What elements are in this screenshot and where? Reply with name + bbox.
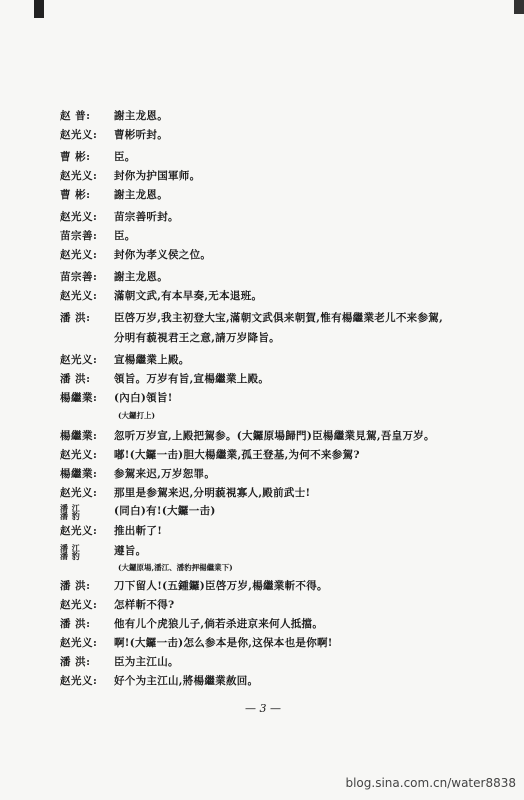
dialogue-text xyxy=(114,674,480,688)
speaker-name: 赵光义: xyxy=(60,129,98,141)
dialogue-line xyxy=(60,169,480,183)
watermark: blog.sina.com.cn/water8838 xyxy=(345,776,516,790)
dialogue-text xyxy=(114,270,480,284)
speaker-name: 赵光义: xyxy=(60,675,98,687)
speaker-name: 赵光义: xyxy=(60,211,98,223)
dialogue-text: 他有儿个虎狼儿子,倘若杀进京来何人抵擋。 xyxy=(114,618,324,630)
speaker-name xyxy=(60,544,114,560)
dialogue-line xyxy=(60,391,480,405)
dialogue-line xyxy=(60,128,480,142)
dialogue-text: 謝主龙恩。 xyxy=(114,271,168,283)
dialogue-text: 封你为孝义侯之位。 xyxy=(114,249,212,261)
speaker-name: 潘 江 xyxy=(60,503,81,513)
speaker-name: 潘 洪: xyxy=(60,656,91,668)
dialogue-text: 領旨。万岁有旨,宣楊繼業上殿。 xyxy=(114,373,270,385)
speaker-name xyxy=(60,504,114,520)
dialogue-text xyxy=(114,429,480,443)
dialogue-text: 滿朝文武,有本早奏,无本退班。 xyxy=(114,290,263,302)
speaker-name: 赵光义: xyxy=(60,354,98,366)
dialogue-line xyxy=(60,467,480,481)
page-number: — 3 — xyxy=(245,702,281,715)
speaker-name: 潘 洪: xyxy=(60,580,91,592)
dialogue-line xyxy=(60,544,480,560)
dialogue-text: 好个为主江山,將楊繼業赦回。 xyxy=(114,675,259,687)
dialogue-text xyxy=(114,544,480,558)
dialogue-text xyxy=(114,372,480,386)
dialogue-text: 参駕来迟,万岁恕罪。 xyxy=(114,468,216,480)
dialogue-text: 謝主龙恩。 xyxy=(114,189,168,201)
dialogue-line xyxy=(60,109,480,123)
dialogue-line xyxy=(60,617,480,631)
speaker-name: 潘 江 xyxy=(60,543,81,553)
dialogue-text xyxy=(114,150,480,164)
speaker-name: 赵光义: xyxy=(60,170,98,182)
speaker-name: 潘 豹 xyxy=(60,551,81,561)
dialogue-line xyxy=(60,598,480,612)
dialogue-text: 推出斬了! xyxy=(114,525,163,537)
dialogue-line xyxy=(60,674,480,688)
dialogue-line xyxy=(60,504,480,520)
dialogue-text xyxy=(114,504,480,518)
dialogue-text xyxy=(114,169,480,183)
dialogue-text xyxy=(114,448,480,462)
dialogue-text: (內白)領旨! xyxy=(114,392,173,404)
dialogue-text xyxy=(114,128,480,142)
speaker-name: 楊繼業: xyxy=(60,392,98,404)
script-body xyxy=(60,103,480,688)
dialogue-text xyxy=(114,598,480,612)
dialogue-text xyxy=(114,353,480,367)
dialogue-line xyxy=(60,636,480,650)
speaker-name: 赵光义: xyxy=(60,249,98,261)
dialogue-text xyxy=(114,248,480,262)
dialogue-line xyxy=(60,270,480,284)
dialogue-line xyxy=(60,248,480,262)
dialogue-text: (同白)有!(大鑼一击) xyxy=(114,505,216,517)
dialogue-text: 分明有藐視君王之意,請万岁降旨。 xyxy=(114,332,280,344)
scan-mark xyxy=(34,0,44,18)
dialogue-line xyxy=(60,150,480,164)
speaker-name: 赵光义: xyxy=(60,525,98,537)
dialogue-line xyxy=(60,188,480,202)
stage-direction: (大鑼打上) xyxy=(118,411,156,420)
dialogue-text: 謝主龙恩。 xyxy=(114,110,168,122)
dialogue-text xyxy=(114,311,480,345)
dialogue-line xyxy=(60,311,480,345)
speaker-name: 楊繼業: xyxy=(60,468,98,480)
stage-direction: (大鑼原場,潘江、潘豹押楊繼業下) xyxy=(118,563,233,572)
dialogue-text: 臣啓万岁,我主初登大宝,滿朝文武俱来朝賀,惟有楊繼業老儿不来参駕, xyxy=(114,312,444,324)
speaker-name: 潘 洪: xyxy=(60,618,91,630)
speaker-name: 潘 洪: xyxy=(60,312,91,324)
dialogue-text: 臣为主江山。 xyxy=(114,656,179,668)
dialogue-text: 苗宗善听封。 xyxy=(114,211,179,223)
speaker-name: 赵 普: xyxy=(60,110,91,122)
dialogue-text xyxy=(114,617,480,631)
speaker-name: 赵光义: xyxy=(60,290,98,302)
speaker-name: 苗宗善: xyxy=(60,230,98,242)
dialogue-line xyxy=(60,448,480,462)
dialogue-line xyxy=(60,353,480,367)
dialogue-text xyxy=(114,210,480,224)
speaker-name: 潘 洪: xyxy=(60,373,91,385)
speaker-name: 赵光义: xyxy=(60,599,98,611)
speaker-name: 赵光义: xyxy=(60,637,98,649)
dialogue-line xyxy=(60,210,480,224)
dialogue-text xyxy=(114,391,480,405)
dialogue-text: 曹彬听封。 xyxy=(114,129,168,141)
dialogue-line xyxy=(60,486,480,500)
speaker-name: 赵光义: xyxy=(60,449,98,461)
speaker-name: 曹 彬: xyxy=(60,151,91,163)
dialogue-text: 刀下留人!(五鍾鑼)臣啓万岁,楊繼業斬不得。 xyxy=(114,580,328,592)
dialogue-text: 忽听万岁宣,上殿把駕参。(大鑼原場歸門)臣楊繼業見駕,吾皇万岁。 xyxy=(114,430,435,442)
dialogue-text xyxy=(114,188,480,202)
dialogue-text xyxy=(114,579,480,593)
dialogue-text: 臣。 xyxy=(114,230,136,242)
dialogue-text xyxy=(114,229,480,243)
dialogue-text: 啊!(大鑼一击)怎么参本是你,这保本也是你啊! xyxy=(114,637,333,649)
dialogue-text: 那里是参駕来迟,分明藐視寡人,殿前武士! xyxy=(114,487,311,499)
speaker-name: 楊繼業: xyxy=(60,430,98,442)
dialogue-line xyxy=(60,655,480,669)
dialogue-line xyxy=(60,372,480,386)
dialogue-line xyxy=(60,429,480,443)
dialogue-text xyxy=(114,655,480,669)
dialogue-line xyxy=(60,289,480,303)
scan-mark xyxy=(514,0,524,14)
dialogue-text xyxy=(114,109,480,123)
dialogue-text xyxy=(114,524,480,538)
speaker-name: 曹 彬: xyxy=(60,189,91,201)
dialogue-text xyxy=(114,289,480,303)
dialogue-text: 嘟!(大鑼一击)胆大楊繼業,孤王登基,为何不来参駕? xyxy=(114,449,360,461)
dialogue-text: 臣。 xyxy=(114,151,136,163)
dialogue-text xyxy=(114,636,480,650)
dialogue-text: 封你为护国軍师。 xyxy=(114,170,201,182)
dialogue-text: 怎样斬不得? xyxy=(114,599,175,611)
speaker-name: 潘 豹 xyxy=(60,511,81,521)
dialogue-line xyxy=(60,524,480,538)
dialogue-line xyxy=(60,229,480,243)
dialogue-line xyxy=(60,579,480,593)
speaker-name: 苗宗善: xyxy=(60,271,98,283)
dialogue-text: 宣楊繼業上殿。 xyxy=(114,354,190,366)
dialogue-text xyxy=(114,486,480,500)
speaker-name: 赵光义: xyxy=(60,487,98,499)
dialogue-text: 遵旨。 xyxy=(114,545,147,557)
dialogue-text xyxy=(114,467,480,481)
